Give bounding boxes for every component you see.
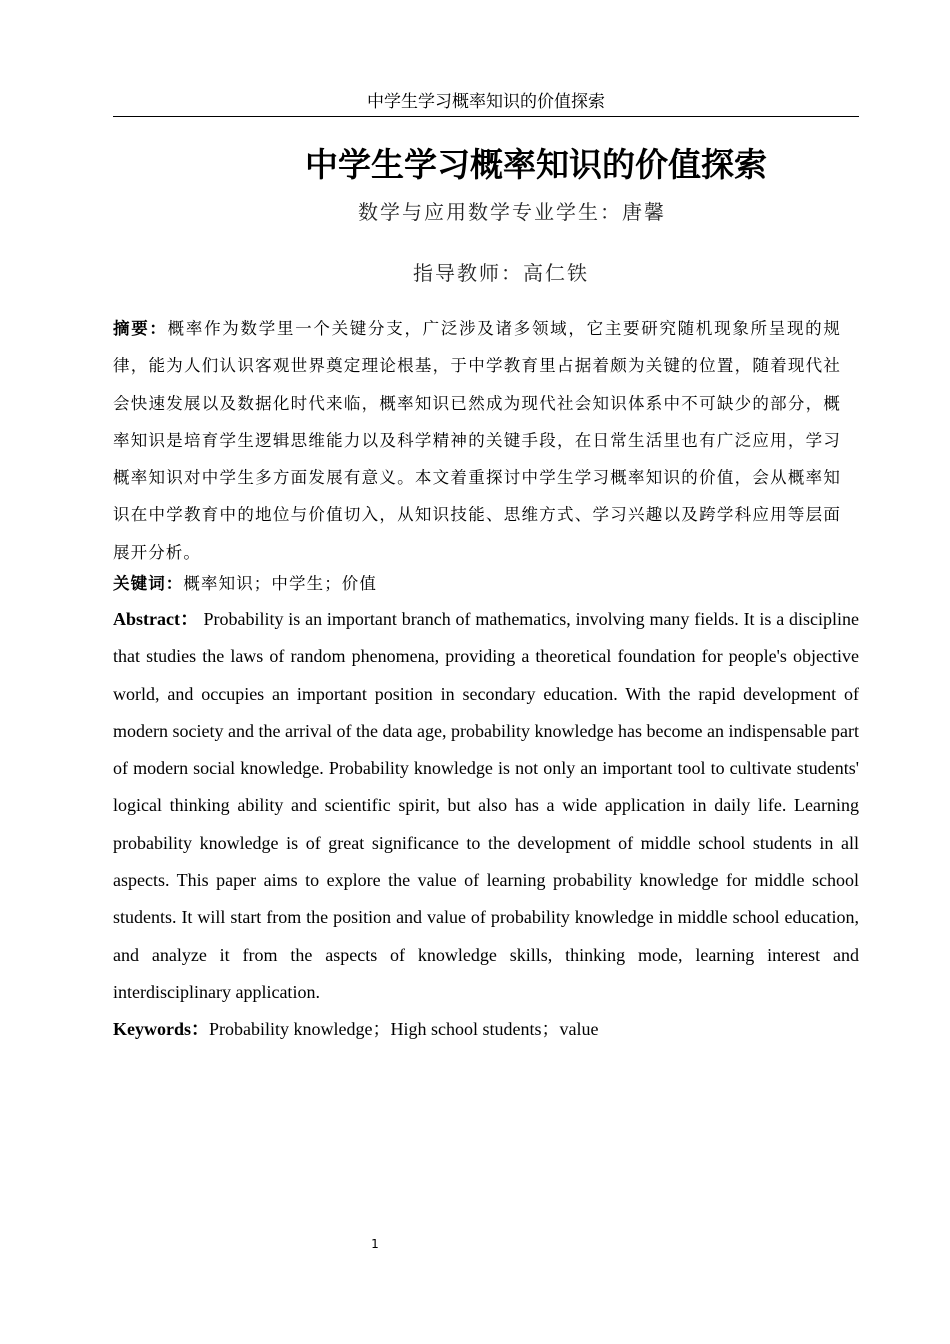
abstract-en-label: Abstract： bbox=[113, 609, 199, 629]
keywords-en-text: Probability knowledge；High school students；value bbox=[209, 1019, 599, 1039]
abstract-cn-text: 概率作为数学里一个关键分支，广泛涉及诸多领域，它主要研究随机现象所呈现的规律，能为人们认识客观世界奠定理论根基，于中学教育里占据着颇为关键的位置，随着现代社会快速发展以及数据化时代来临，概率知识已然成为现代社会知识体系中不可缺少的部分，概率知识是培育学生逻辑思维能力以及科学精神的关键手段，在日常生活里也有广泛应用，学习概率知识对中学生多方面发展有意义。本文着重探讨中学生学习概率知识的价值，会从概率知识在中学教育中的地位与价值切入，从知识技能、思维方式、学习兴趣以及跨学科应用等层面展开分析。 bbox=[113, 319, 841, 562]
keywords-chinese bbox=[113, 570, 859, 598]
keywords-cn-label: 关键词： bbox=[113, 574, 184, 593]
paper-title: 中学生学习概率知识的价值探索 bbox=[305, 145, 767, 184]
keywords-en-label: Keywords： bbox=[113, 1019, 209, 1039]
page-number: 1 bbox=[371, 1237, 379, 1251]
running-header: 中学生学习概率知识的价值探索 bbox=[113, 90, 859, 117]
abstract-cn-label: 摘要： bbox=[113, 319, 168, 338]
keywords-english bbox=[113, 1015, 859, 1043]
abstract-chinese bbox=[113, 310, 841, 571]
abstract-en-text: Probability is an important branch of mathematics, involving many fields. It is a discipline that studies the laws of random phenomena, providing a theoretical foundation for people's objective world, and occupies an important position in secondary education. With the rapid development of modern society and the arrival of the data age, probability knowledge has become an indispensable part of modern social knowledge. Probability knowledge is not only an important tool to cultivate students' logical thinking ability and scientific spirit, but also has a wide application in daily life. Learning probability knowledge is of great significance to the development of middle school students in all aspects. This paper aims to explore the value of learning probability knowledge for middle school students. It will start from the position and value of probability knowledge in middle school education, and analyze it from the aspects of knowledge skills, thinking mode, learning interest and interdisciplinary application. bbox=[113, 609, 860, 1002]
author-line: 数学与应用数学专业学生：唐馨 bbox=[358, 200, 666, 224]
keywords-cn-text: 概率知识；中学生；价值 bbox=[183, 574, 378, 593]
abstract-english bbox=[113, 601, 859, 1011]
advisor-line: 指导教师：高仁铁 bbox=[413, 261, 589, 285]
